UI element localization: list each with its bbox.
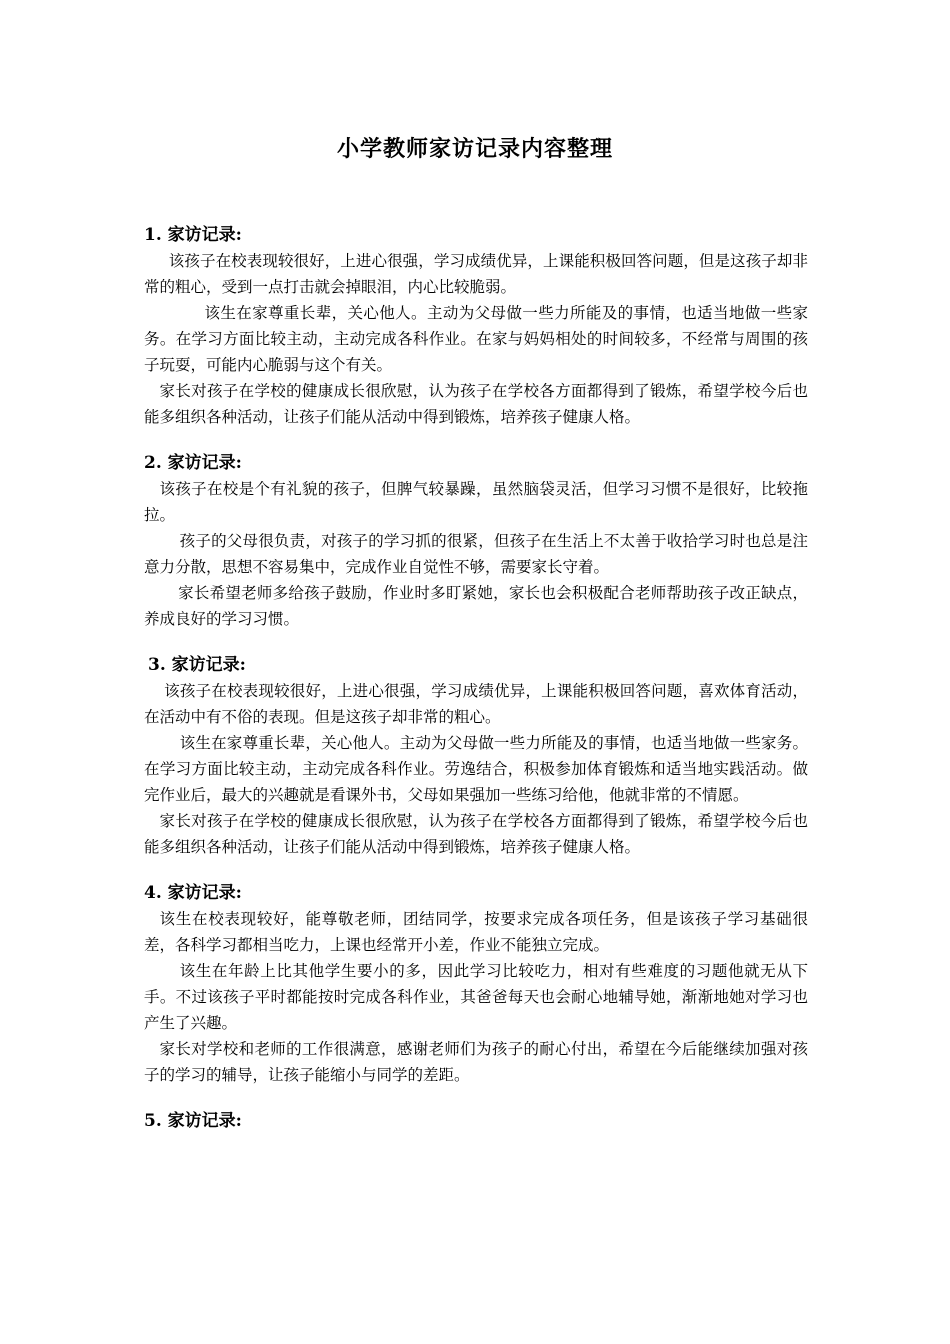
- record-3: [144, 652, 808, 860]
- record-paragraph: 家长对孩子在学校的健康成长很欣慰，认为孩子在学校各方面都得到了锻炼，希望学校今后也能多组织各种活动，让孩子们能从活动中得到锻炼，培养孩子健康人格。: [144, 382, 808, 426]
- record-4: [144, 880, 808, 1088]
- document-body: [144, 222, 808, 1134]
- record-paragraph: 该孩子在校表现较很好，上进心很强，学习成绩优异，上课能积极回答问题，喜欢体育活动，在活动中有不俗的表现。但是这孩子却非常的粗心。: [144, 682, 808, 726]
- record-heading: 3. 家访记录:: [148, 655, 246, 675]
- record-paragraph: 该孩子在校是个有礼貌的孩子，但脾气较暴躁，虽然脑袋灵活，但学习习惯不是很好，比较拖拉。: [144, 480, 808, 524]
- record-paragraph: 该生在校表现较好，能尊敬老师，团结同学，按要求完成各项任务，但是该孩子学习基础很差，各科学习都相当吃力，上课也经常开小差，作业不能独立完成。: [144, 910, 808, 954]
- record-heading: 1. 家访记录:: [144, 225, 242, 245]
- record-heading: 4. 家访记录:: [144, 883, 242, 903]
- record-paragraph: 该生在年龄上比其他学生要小的多，因此学习比较吃力，相对有些难度的习题他就无从下手。不过该孩子平时都能按时完成各科作业，其爸爸每天也会耐心地辅导她，渐渐地她对学习也产生了兴趣。: [144, 962, 808, 1032]
- record-2: [144, 450, 808, 632]
- record-paragraph: 家长对学校和老师的工作很满意，感谢老师们为孩子的耐心付出，希望在今后能继续加强对孩子的学习的辅导，让孩子能缩小与同学的差距。: [144, 1040, 808, 1084]
- record-5: [144, 1108, 808, 1134]
- record-heading: 5. 家访记录:: [144, 1111, 242, 1131]
- page-title: 小学教师家访记录内容整理: [336, 136, 613, 162]
- record-paragraph: 孩子的父母很负责，对孩子的学习抓的很紧，但孩子在生活上不太善于收拾学习时也总是注意力分散，思想不容易集中，完成作业自觉性不够，需要家长守着。: [144, 532, 808, 576]
- record-1: [144, 222, 808, 430]
- record-heading: 2. 家访记录:: [144, 453, 242, 473]
- record-paragraph: 该生在家尊重长辈，关心他人。主动为父母做一些力所能及的事情，也适当地做一些家务。在学习方面比较主动，主动完成各科作业。劳逸结合，积极参加体育锻炼和适当地实践活动。做完作业后，最大的兴趣就是看课外书，父母如果强加一些练习给他，他就非常的不情愿。: [144, 734, 808, 804]
- record-paragraph: 该孩子在校表现较很好，上进心很强，学习成绩优异，上课能积极回答问题，但是这孩子却非常的粗心，受到一点打击就会掉眼泪，内心比较脆弱。: [144, 252, 808, 296]
- record-paragraph: 家长希望老师多给孩子鼓励，作业时多盯紧她，家长也会积极配合老师帮助孩子改正缺点，养成良好的学习习惯。: [144, 584, 808, 628]
- record-paragraph: 家长对孩子在学校的健康成长很欣慰，认为孩子在学校各方面都得到了锻炼，希望学校今后也能多组织各种活动，让孩子们能从活动中得到锻炼，培养孩子健康人格。: [144, 812, 808, 856]
- record-paragraph: 该生在家尊重长辈，关心他人。主动为父母做一些力所能及的事情，也适当地做一些家务。在学习方面比较主动，主动完成各科作业。在家与妈妈相处的时间较多，不经常与周围的孩子玩耍，可能内心脆弱与这个有关。: [144, 304, 808, 374]
